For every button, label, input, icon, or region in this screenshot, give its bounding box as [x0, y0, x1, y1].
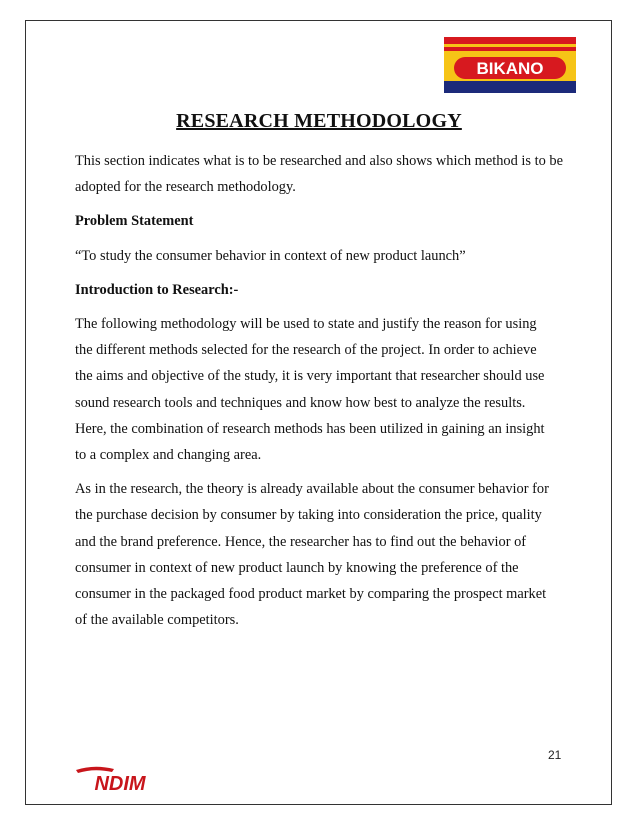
paragraph-line: the different methods selected for the research of the project. In order to achieve [75, 342, 537, 359]
page-number: 21 [548, 748, 562, 762]
intro-paragraph [75, 148, 575, 200]
paragraph-line: As in the research, the theory is already available about the consumer behavior for [75, 481, 549, 498]
consumer-behavior-paragraph [75, 476, 575, 633]
document-body [75, 148, 575, 633]
page-title: RESEARCH METHODOLOGY [176, 110, 462, 132]
paragraph-line: The following methodology will be used to state and justify the reason for using [75, 316, 537, 333]
ndim-logo [74, 766, 166, 792]
intro-line: adopted for the research methodology. [75, 179, 296, 196]
paragraph-line: consumer in the packaged food product market by comparing the prospect market [75, 586, 547, 603]
problem-statement-text: “To study the consumer behavior in context of new product launch” [75, 247, 466, 264]
problem-statement-heading: Problem Statement [75, 213, 194, 230]
paragraph-line: consumer in context of new product launch by knowing the preference of the [75, 559, 519, 576]
bikano-logo [444, 37, 576, 93]
introduction-heading: Introduction to Research:- [75, 281, 239, 298]
intro-line: This section indicates what is to be researched and also shows which method is to be [75, 153, 563, 169]
paragraph-line: and the brand preference. Hence, the researcher has to find out the behavior of [75, 533, 527, 550]
paragraph-line: to a complex and changing area. [75, 447, 262, 464]
paragraph-line: sound research tools and techniques and know how best to analyze the results. [75, 394, 526, 411]
methodology-paragraph [75, 311, 575, 468]
paragraph-line: Here, the combination of research methods has been utilized in gaining an insight [75, 420, 545, 437]
bikano-logo-text: BIKANO [476, 59, 544, 78]
paragraph-line: of the available competitors. [75, 612, 239, 629]
paragraph-line: the purchase decision by consumer by taking into consideration the price, quality [75, 507, 542, 524]
ndim-logo-text: NDIM [94, 773, 146, 792]
paragraph-line: the aims and objective of the study, it is very important that researcher should use [75, 368, 545, 385]
